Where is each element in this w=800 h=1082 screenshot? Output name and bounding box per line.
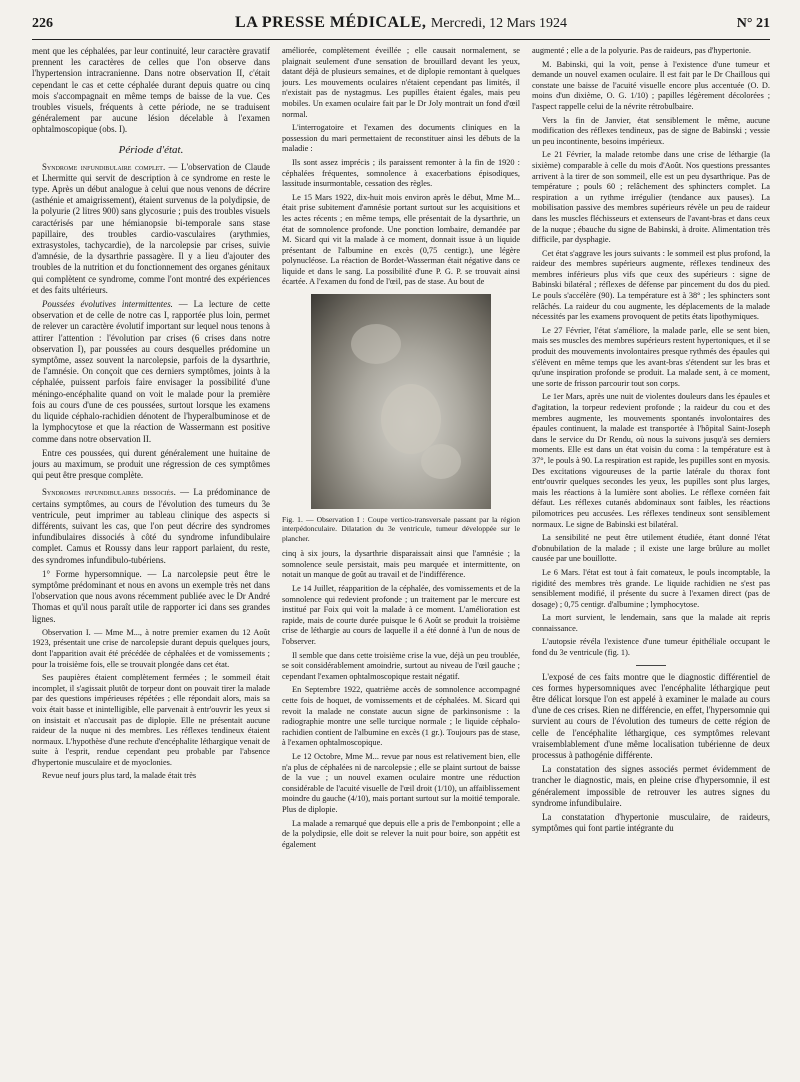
observation-paragraph: Ils sont assez imprécis ; ils paraissent remonter à la fin de 1920 : céphalées fréquentes, somnolence à exacerbations épisodiques, lassitude insurmontable, cessation des règles. [282, 157, 520, 189]
journal-title: LA PRESSE MÉDICALE, Mercredi, 12 Mars 1924 [235, 14, 567, 31]
column-3 [532, 46, 770, 1076]
observation-paragraph: L'interrogatoire et l'examen des documents cliniques en la possession du mari permettaient de reconstituer ainsi les débuts de la maladie : [282, 123, 520, 154]
paragraph: ment que les céphalées, par leur continuité, leur caractère gravatif prennent les caractères de celles que l'on observe dans l'hypertension intracranienne. Dans notre observation II, c'était cependant le cas et cette céphalée durant depuis quatre ou cinq mois s'accompagnait en même temps de baisse de la vue. Ces troubles visuels, fréquents à cette période, ne se traduisent généralement par aucune lésion décelable à l'examen ophtalmoscopique (obs. I). [32, 46, 270, 135]
paragraph: La constatation d'hypertonie musculaire, de raideurs, symptômes qui font partie intégrante du [532, 812, 770, 834]
paragraph: Syndrome infundibulaire complet. — L'observation de Claude et Lhermitte qui servit de description à ce syndrome en reste le type. Après un début analogue à celui que nous venons de décrire (asthénie et amaigrissement), étaient survenus de la polydipsie, de la polyurie (2 litres 900) sans glycosurie ; puis des troubles visuels caractérisés par une hémianopsie bi-temporale sans stase papillaire, des troubles cardio-vasculaires (arythmies, extrasystoles, tachycardie), de la narcolepsie par crises, suivie d'amnésie, de la dysarthrie passagère. Il y a lieu d'ajouter des troubles de la nutrition et du fonctionnement des organes génitaux qui complètent ce syndrome, comme l'ont montré des expériences et des faits ultérieurs. [32, 161, 270, 295]
page-number: 226 [32, 16, 53, 31]
page-header [32, 14, 770, 40]
observation-paragraph: Le 1er Mars, après une nuit de violentes douleurs dans les épaules et d'agitation, la torpeur redevient profonde ; la raideur du cou et des membres augmente, les mouvements spontanés involontaires des épaules continuent, la malade est transportée à l'hôpital Saint-Joseph dans le service du Dr Rendu, où nous la suivons jusqu'à ses derniers moments. Elle est dans un état voisin du coma : la température est à 37°, le pouls à 90. La respiration est rapide, les pupilles sont en myosis. Des excitations vigoureuses de la partie latérale du thorax font entr'ouvrir quelques secondes les yeux, les pupilles sont plus larges, mais les réactions à la lumière sont abolies. Le réflexe cornéen fait défaut. Les réflexes cutanés abdominaux sont faibles, les réactions pilomotrices peu accusées. Les réflexes tendineux sont sensiblement normaux. Le signe de Babinski est bilatéral. [532, 392, 770, 529]
observation-paragraph: La malade a remarqué que depuis elle a pris de l'embonpoint ; elle a de la polydipsie, elle doit se relever la nuit pour boire, son appétit est également [282, 818, 520, 849]
observation-paragraph: Il semble que dans cette troisième crise la vue, déjà un peu troublée, se soit considérablement amoindrie, surtout au niveau de l'œil gauche ; cependant l'examen ophtalmoscopique restait négatif. [282, 650, 520, 681]
observation-paragraph: Le 6 Mars. l'état est tout à fait comateux, le pouls incomptable, la rigidité des membres très grande. Le liquide rachidien ne s'est pas sensiblement modifié, il présente du sucre à l'examen direct (pas de dosage) ; 0,75 centigr. d'albumine ; lymphocytose. [532, 567, 770, 609]
observation-paragraph: Le 21 Février, la malade retombe dans une crise de léthargie (la sixième) comparable à celle du mois d'Août. Nos questions pressantes arrivent à la tirer de son sommeil, elle est un peu dysarthrique. Pas de température ; pouls 60 ; relâchement des sphincters complet. La respiration a un rythme irrégulier (tendance aux pauses). La mobilisation passive des membres supérieurs révèle un peu de raideur dans les muscles fléchisseurs et extenseurs de l'avant-bras et dans ceux de la nuque ; ébauche du signe de Babinski, à droite. Alimentation très difficile, par dysphagie. [532, 150, 770, 245]
observation-paragraph: M. Babinski, qui la voit, pense à l'existence d'une tumeur et demande un nouvel examen oculaire. Il est fait par le Dr Chaillous qui constate une baisse de l'acuité visuelle encore plus accentuée (O. D. moins d'un dixième, O. G. 1/10) ; papilles légèrement décolorées ; l'aspect rappelle celui de la névrite rétrobulbaire. [532, 59, 770, 111]
paragraph: 1° Forme hypersomnique. — La narcolepsie peut être le symptôme prédominant et nous en avons un exemple très net dans l'observation que nous avons récemment publiée avec le Dr André Thomas et qu'il nous paraît utile de rapporter ici dans ses grandes lignes. [32, 568, 270, 624]
observation-paragraph: Ses paupières étaient complètement fermées ; le sommeil était incomplet, il s'agissait plutôt de torpeur dont on pouvait tirer la malade par des questions impérieuses répétées ; elle répondait alors, mais sa voix était basse et inintelligible, elle parvenait à entr'ouvrir les yeux si on insistait et n'accusait pas de diplopie. Elle ne présentait aucune raideur de la nuque ni des membres. Les réflexes tendineux étaient normaux. L'hypothèse d'une rechute d'encéphalite léthargique venait de suite à l'esprit, rendue cependant peu probable par l'absence d'hypertonie musculaire et de myoclonies. [32, 673, 270, 767]
observation-paragraph: Le 14 Juillet, réapparition de la céphalée, des vomissements et de la somnolence qui redevient profonde ; un traitement par le mercure est institué par Foix qui voit la malade à ce moment. L'amélioration est rapide, mais de courte durée puisque le 6 Août se produit la troisième crise de léthargie au cours de laquelle il a été donné à l'un de nous de l'observer. [282, 584, 520, 647]
observation-paragraph: En Septembre 1922, quatrième accès de somnolence accompagné cette fois de hoquet, de vomissements et de céphalées. M. Sicard qui revoit la malade ne constate aucun signe de parkinsonisme : la radiographie montre une selle turcique normale ; le liquide céphalo-rachidien contient de l'albumine en excès (1 gr.). Toujours pas de stase, à l'examen ophtalmoscopique. [282, 685, 520, 748]
observation-paragraph: cinq à six jours, la dysarthrie disparaissait ainsi que l'amnésie ; la somnolence seule persistait, mais peu marquée et intermittente, on notait un manque de goût au travail et de l'indifférence. [282, 549, 520, 580]
paragraph: Entre ces poussées, qui durent généralement une huitaine de jours au maximum, se produit une régression de ces symptômes qui peut être presque complète. [32, 447, 270, 481]
observation-paragraph: La sensibilité ne peut être utilement étudiée, étant donné l'état d'obnubilation de la malade ; il existe une large brûlure au mollet causée par une bouillotte. [532, 533, 770, 564]
figure-caption: Fig. 1. — Observation I : Coupe vertico-transversale passant par la région interpédonculaire. Dilatation du 3e ventricule, tumeur développée sur le plancher. [282, 515, 520, 543]
observation-paragraph: Le 15 Mars 1922, dix-huit mois environ après le début, Mme M... était prise subitement d'amnésie portant surtout sur les acquisitions et les actes récents ; en même temps, elle présentait de la dysarthrie, un état de somnolence profonde. Une ponction lombaire, demandée par M. Sicard qui vit la malade à ce moment, donnait issue à un liquide présentant de l'albumine en excès (0,75 centigr.), une légère polynucléose. La réaction de Bordet-Wasserman était négative dans ce liquide et dans le sang. La possibilité d'une P. G. P. se trouvait ainsi écartée. A l'examen du fond de l'œil, pas de stase. Au bout de [282, 192, 520, 287]
observation-paragraph: améliorée, complètement éveillée ; elle causait normalement, se plaignait seulement d'une sensation de brouillard devant les yeux, datant déjà de plusieurs semaines, et de diplopie remontant à quelques jours. Les mouvements oculaires n'étaient cependant pas limités, il n'existait pas de nystagmus. Les pupilles étaient égales, mais peu mobiles. Un examen oculaire fait par le Dr Joly montrait un fond d'œil normal. [282, 46, 520, 119]
section-title: Période d'état. [118, 143, 184, 156]
autopsy-photo [311, 294, 491, 509]
observation-paragraph: Vers la fin de Janvier, état sensiblement le même, aucune modification des réflexes tendineux, pas de signe de Babinski ; vessie un peu incontinente, besoins impérieux. [532, 115, 770, 146]
paragraph-lead: Syndrome infundibulaire complet. [42, 161, 166, 172]
issue-date: Mercredi, 12 Mars 1924 [430, 16, 567, 31]
text-columns [32, 46, 770, 1076]
paragraph: L'exposé de ces faits montre que le diagnostic différentiel de ces formes hypersomniques avec l'encéphalite léthargique peut être délicat lorsque l'on est appelé à examiner le malade au cours d'une de ces crises. Rien ne différencie, en effet, l'hypersomnie qui survient au cours de l'évolution des tumeurs de cette région de celle de l'encéphalite léthargique, ces symptômes relevant vraisemblablement d'une même localisation tubérienne de deux processus à pathogénie différente. [532, 671, 770, 761]
observation-paragraph: L'autopsie révéla l'existence d'une tumeur épithéliale occupant le fond du 3e ventricule (fig. 1). [532, 637, 770, 658]
paragraph: Syndromes infundibulaires dissociés. — La prédominance de certains symptômes, au cours de l'évolution des tumeurs du 3e ventricule, peut imprimer au tableau clinique des aspects si différents, suivant les cas, que l'on peut décrire des syndromes infundibulaires dissociés à côté du syndrome infundibulaire complet. Camus et Roussy dans leur rapport parlaient, du reste, des syndromes infundibulo-tubériens. [32, 487, 270, 565]
observation-paragraph: Revue neuf jours plus tard, la malade était très [42, 771, 197, 781]
observation-paragraph: Le 27 Février, l'état s'améliore, la malade parle, elle se sent bien, mais ses muscles des membres supérieurs restent hypertoniques, et il se produit des mouvements involontaires presque rythmés des épaules qui s'élèvent en même temps que les avant-bras s'étendent sur les bras et qu'une inspiration profonde se produit. La malade sent, à ce moment, une sorte de frisson parcourir tout son corps. [532, 325, 770, 388]
paragraph-lead: Poussées évolutives intermittentes. [42, 299, 173, 310]
figure-1 [282, 294, 520, 543]
observation-paragraph: Observation I. — Mme M..., à notre premier examen du 12 Août 1923, présentait une crise de narcolepsie durant depuis quelques jours, dont l'apparition avait été précédée de céphalées et de vomissements ; pour la troisième fois, elle se trouvait plongée dans cet état. [32, 627, 270, 669]
observation-paragraph: augmenté ; elle a de la polyurie. Pas de raideurs, pas d'hypertonie. [532, 46, 751, 55]
paragraph: La constatation des signes associés permet évidemment de trancher le diagnostic, mais, en pleine crise d'hypersomnie, il est généralement impossible de retrouver les autres signes du syndrome infundibulaire. [532, 764, 770, 808]
observation-paragraph: Cet état s'aggrave les jours suivants : le sommeil est plus profond, la raideur des membres supérieurs augmente, réflexes tendineux des membres inférieurs plus vifs que ceux des supérieurs : signe de Babinski bilatéral ; réflexes de défense par pincement du dos du pied. Le pouls s'accélère (90). La température est à 38° ; les sphincters sont relâchés. La raideur du cou augmente, les déplacements de la malade nécessités par les examens provoquent de petits états lipothymiques. [532, 248, 770, 322]
divider [636, 665, 666, 666]
paragraph-lead: Syndromes infundibulaires dissociés. [42, 487, 176, 498]
issue-number: N° 21 [736, 16, 770, 31]
journal-name: LA PRESSE MÉDICALE [235, 14, 422, 31]
column-1 [32, 46, 270, 1076]
observation-paragraph: La mort survient, le lendemain, sans que la malade ait repris connaissance. [532, 613, 770, 633]
column-2 [282, 46, 520, 1076]
observation-paragraph: Le 12 Octobre, Mme M... revue par nous est relativement bien, elle n'a plus de céphalées ni de narcolepsie ; elle se plaint surtout de baisse de la vue ; un nouvel examen oculaire montre une réduction considérable de l'acuité visuelle de l'œil droit (1/10), un affaiblissement moindre du gauche (4/10), mais portant surtout sur la moitié temporale. Plus de diplopie. [282, 751, 520, 814]
paragraph: Poussées évolutives intermittentes. — La lecture de cette observation et de celle de notre cas I, rapportée plus loin, permet de relever un caractère évolutif important sur lequel nous tenons à attirer l'attention : l'évolution par crises (6 crises dans notre observation I), par poussées au cours desquelles prédomine un symptôme, assez souvent la narcolepsie, parfois de la dysarthrie, de l'amnésie. On conçoit que ces derniers symptômes, joints à la céphalée, puissent parfois faire envisager la possibilité d'une méningo-encéphalite quand on voit le malade pour la première fois au cours d'une de ces poussées, surtout lorsque les examens du liquide céphalo-rachidien dénotent de l'hyperalbuminose et de la lymphocytose et que la réaction de Wassermann est positive comme dans notre observation II. [32, 299, 270, 444]
